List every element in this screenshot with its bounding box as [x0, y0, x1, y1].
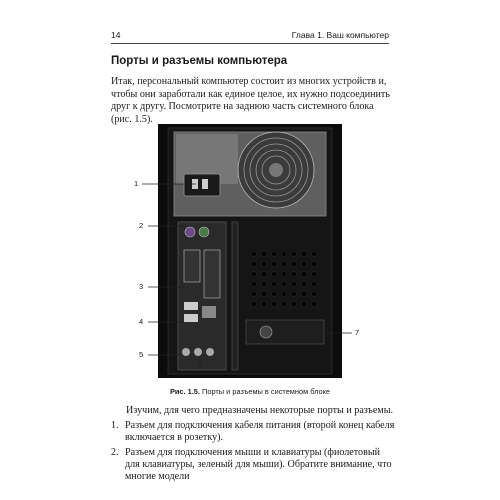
- callout-6: 6: [197, 370, 202, 379]
- callout-7: 7: [355, 328, 360, 337]
- list-item: [111, 447, 396, 484]
- figure-caption: [0, 387, 500, 396]
- chapter-title: Глава 1. Ваш компьютер: [291, 30, 389, 40]
- callout-1: 1: [134, 179, 139, 188]
- list-item-number: 1.: [111, 420, 119, 431]
- ports-list: [111, 420, 396, 485]
- after-figure-paragraph: Изучим, для чего предназначены некоторые порты и разъемы.: [126, 405, 394, 416]
- caption-label: Рис. 1.5.: [169, 387, 200, 396]
- list-item-number: 2.: [111, 446, 119, 458]
- section-title: Порты и разъемы компьютера: [111, 55, 288, 67]
- callout-4: 4: [139, 317, 144, 326]
- list-item-text: Разъем для подключения мыши и клавиатуры (фиолетовый для клавиатуры, зеленый для мыши). Обратите внимание, что многие модели: [125, 446, 392, 483]
- intro-paragraph: Итак, персональный компьютер состоит из многих устройств и, чтобы они заработали как единое целое, их нужно подсоединить друг к другу. Посмотрите на заднюю часть системного блока (рис. 1.5).: [111, 76, 390, 125]
- callout-2: 2: [139, 221, 144, 230]
- caption-text: Порты и разъемы в системном блоке: [202, 387, 331, 396]
- page-number: 14: [111, 30, 121, 40]
- list-item-text: Разъем для подключения кабеля питания (второй конец кабеля включается в розетку).: [125, 420, 395, 444]
- list-item: [111, 420, 396, 445]
- callout-3: 3: [139, 282, 144, 291]
- callout-5: 5: [139, 350, 144, 359]
